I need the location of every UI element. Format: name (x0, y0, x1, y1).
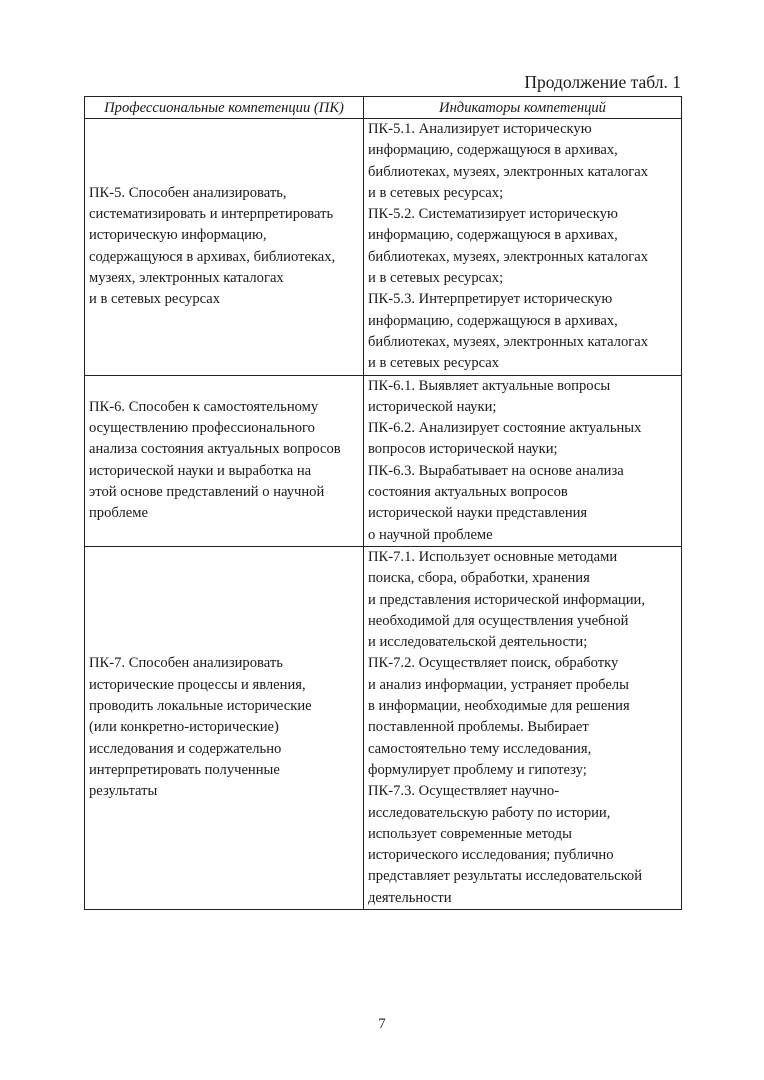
text-line: и в сетевых ресурсах (89, 291, 221, 308)
text-line: ПК-7.3. Осуществляет научно- (368, 783, 560, 800)
text-line: исторические процессы и явления, (89, 676, 306, 693)
text-line: анализа состояния актуальных вопросов (89, 441, 341, 458)
text-line: результаты (89, 783, 158, 800)
text-line: ПК-6. Способен к самостоятельному (89, 398, 319, 415)
text-line: ПК-5.3. Интерпретирует историческую (368, 291, 613, 308)
competence-cell-pk5 (85, 119, 364, 376)
text-line: и в сетевых ресурсах; (368, 184, 504, 201)
text-line: и исследовательской деятельности; (368, 634, 588, 651)
text-line: ПК-5.2. Систематизирует историческую (368, 206, 618, 223)
page-number: 7 (378, 1016, 386, 1032)
text-line: состояния актуальных вопросов (368, 484, 568, 501)
text-line: исследовательскую работу по истории, (368, 804, 611, 821)
text-line: ПК-6.1. Выявляет актуальные вопросы (368, 377, 611, 394)
text-line: использует современные методы (368, 825, 572, 842)
text-line: исторической науки представления (368, 505, 588, 522)
text-line: поставленной проблемы. Выбирает (368, 719, 589, 736)
text-line: информацию, содержащуюся в архивах, (368, 227, 618, 244)
table-row-pk6 (85, 375, 682, 546)
text-line: библиотеках, музеях, электронных каталогах (368, 248, 649, 265)
indicators-cell-pk6 (364, 375, 682, 546)
text-line: историческую информацию, (89, 227, 267, 244)
text-line: самостоятельно тему исследования, (368, 740, 592, 757)
text-line: представляет результаты исследовательской (368, 868, 643, 885)
text-line: музеях, электронных каталогах (89, 270, 284, 287)
text-line: формулирует проблему и гипотезу; (368, 761, 587, 778)
text-line: ПК-6.3. Вырабатывает на основе анализа (368, 462, 624, 479)
text-line: ПК-5.1. Анализирует историческую (368, 121, 592, 137)
text-line: этой основе представлений о научной (89, 484, 325, 501)
text-line: библиотеках, музеях, электронных каталогах (368, 333, 649, 350)
header-competencies: Профессиональные компетенции (ПК) (85, 97, 364, 119)
text-line: в информации, необходимые для решения (368, 698, 630, 715)
text-line: вопросов исторической науки; (368, 441, 558, 458)
indicators-cell-pk5 (364, 119, 682, 376)
text-line: исследования и содержательно (89, 740, 282, 757)
text-line: проблеме (89, 505, 148, 522)
text-line: ПК-7. Способен анализировать (89, 655, 283, 672)
text-line: интерпретировать полученные (89, 761, 280, 778)
text-line: и в сетевых ресурсах (368, 355, 500, 372)
text-line: ПК-7.2. Осуществляет поиск, обработку (368, 655, 619, 672)
text-line: необходимой для осуществления учебной (368, 612, 629, 629)
text-line: деятельности (368, 889, 452, 906)
text-line: проводить локальные исторические (89, 698, 312, 715)
text-line: осуществлению профессионального (89, 420, 315, 437)
text-line: ПК-6.2. Анализирует состояние актуальных (368, 420, 642, 437)
text-line: информацию, содержащуюся в архивах, (368, 142, 618, 159)
competence-cell-pk6 (85, 375, 364, 546)
text-line: о научной проблеме (368, 526, 493, 543)
table-row-pk7 (85, 546, 682, 909)
text-line: систематизировать и интерпретировать (89, 206, 334, 223)
competencies-table (84, 96, 682, 910)
header-indicators: Индикаторы компетенций (364, 97, 682, 119)
table-header-row (85, 97, 682, 119)
text-line: исторической науки и выработка на (89, 462, 312, 479)
text-line: библиотеках, музеях, электронных каталогах (368, 163, 649, 180)
text-line: исторической науки; (368, 398, 497, 415)
text-line: ПК-7.1. Использует основные методами (368, 548, 618, 565)
table-caption: Продолжение табл. 1 (524, 72, 681, 92)
text-line: и анализ информации, устраняет пробелы (368, 676, 629, 693)
competence-cell-pk7 (85, 546, 364, 909)
text-line: (или конкретно-исторические) (89, 719, 279, 736)
indicators-cell-pk7 (364, 546, 682, 909)
text-line: исторического исследования; публично (368, 847, 614, 864)
text-line: содержащуюся в архивах, библиотеках, (89, 248, 336, 265)
text-line: поиска, сбора, обработки, хранения (368, 570, 590, 587)
text-line: ПК-5. Способен анализировать, (89, 184, 287, 201)
text-line: информацию, содержащуюся в архивах, (368, 312, 618, 329)
table-row-pk5 (85, 119, 682, 376)
text-line: и в сетевых ресурсах; (368, 270, 504, 287)
text-line: и представления исторической информации, (368, 591, 646, 608)
